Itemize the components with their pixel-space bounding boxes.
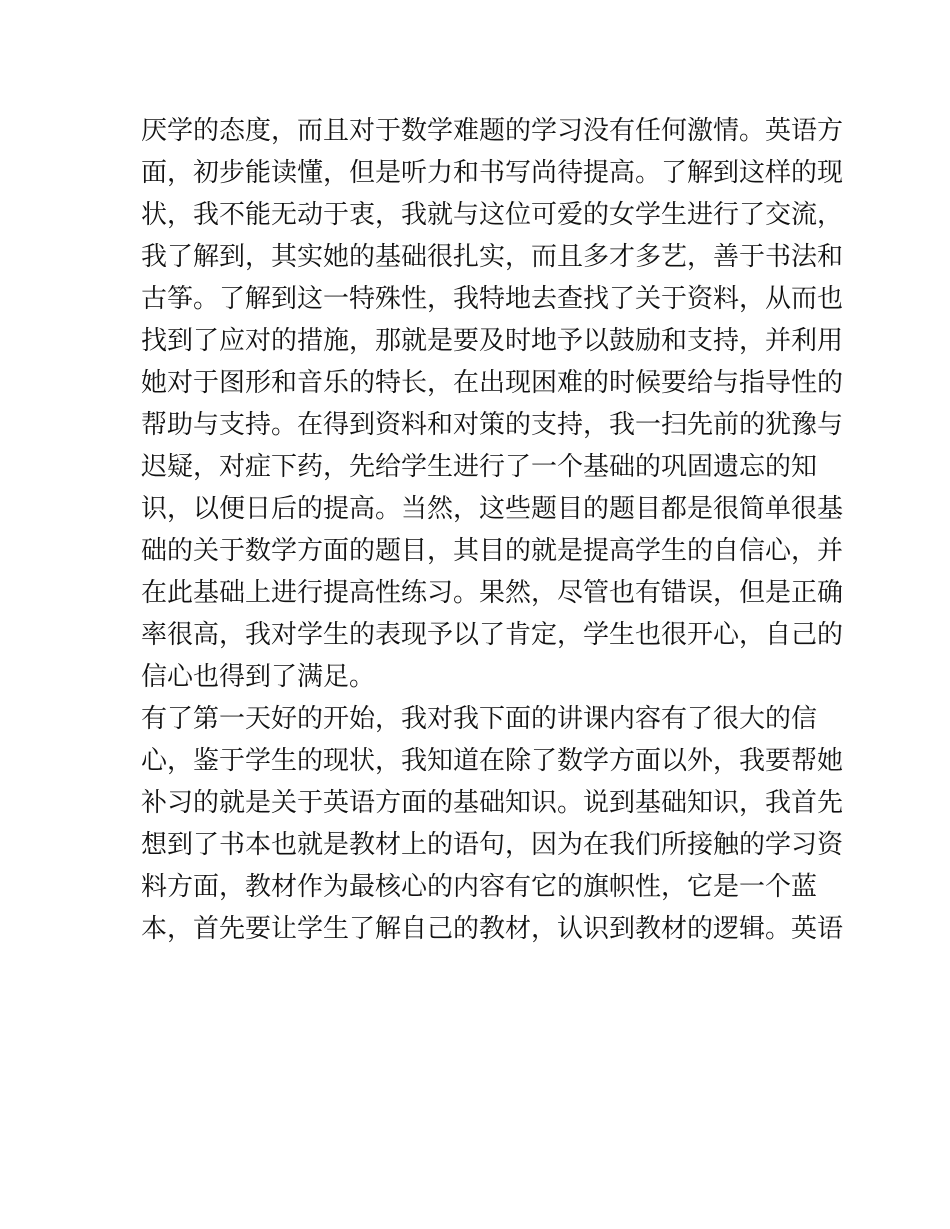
text-line: 状，我不能无动于衷，我就与这位可爱的女学生进行了交流， <box>141 200 844 230</box>
text-line: 信心也得到了满足。 <box>141 662 376 692</box>
text-line: 料方面，教材作为最核心的内容有它的旗帜性，它是一个蓝 <box>141 872 818 902</box>
text-line: 在此基础上进行提高性练习。果然，尽管也有错误，但是正确 <box>141 578 844 608</box>
text-line: 础的关于数学方面的题目，其目的就是提高学生的自信心，并 <box>141 536 844 566</box>
text-line: 有了第一天好的开始，我对我下面的讲课内容有了很大的信 <box>141 704 818 734</box>
text-line: 帮助与支持。在得到资料和对策的支持，我一扫先前的犹豫与 <box>141 410 844 440</box>
text-line: 率很高，我对学生的表现予以了肯定，学生也很开心，自己的 <box>141 620 844 650</box>
body-text <box>141 110 844 950</box>
text-line: 面，初步能读懂，但是听力和书写尚待提高。了解到这样的现 <box>141 158 844 188</box>
text-line: 迟疑，对症下药，先给学生进行了一个基础的巩固遗忘的知 <box>141 452 818 482</box>
text-line: 古筝。了解到这一特殊性，我特地去查找了关于资料，从而也 <box>141 284 844 314</box>
text-line: 她对于图形和音乐的特长，在出现困难的时候要给与指导性的 <box>141 368 844 398</box>
text-line: 找到了应对的措施，那就是要及时地予以鼓励和支持，并利用 <box>141 326 844 356</box>
text-line: 本，首先要让学生了解自己的教材，认识到教材的逻辑。英语 <box>141 914 844 944</box>
text-line: 厌学的态度，而且对于数学难题的学习没有任何激情。英语方 <box>141 116 844 146</box>
text-line: 我了解到，其实她的基础很扎实，而且多才多艺，善于书法和 <box>141 242 844 272</box>
text-line: 心，鉴于学生的现状，我知道在除了数学方面以外，我要帮她 <box>141 746 844 776</box>
text-line: 想到了书本也就是教材上的语句，因为在我们所接触的学习资 <box>141 830 844 860</box>
text-line: 识，以便日后的提高。当然，这些题目的题目都是很简单很基 <box>141 494 844 524</box>
text-line: 补习的就是关于英语方面的基础知识。说到基础知识，我首先 <box>141 788 844 818</box>
